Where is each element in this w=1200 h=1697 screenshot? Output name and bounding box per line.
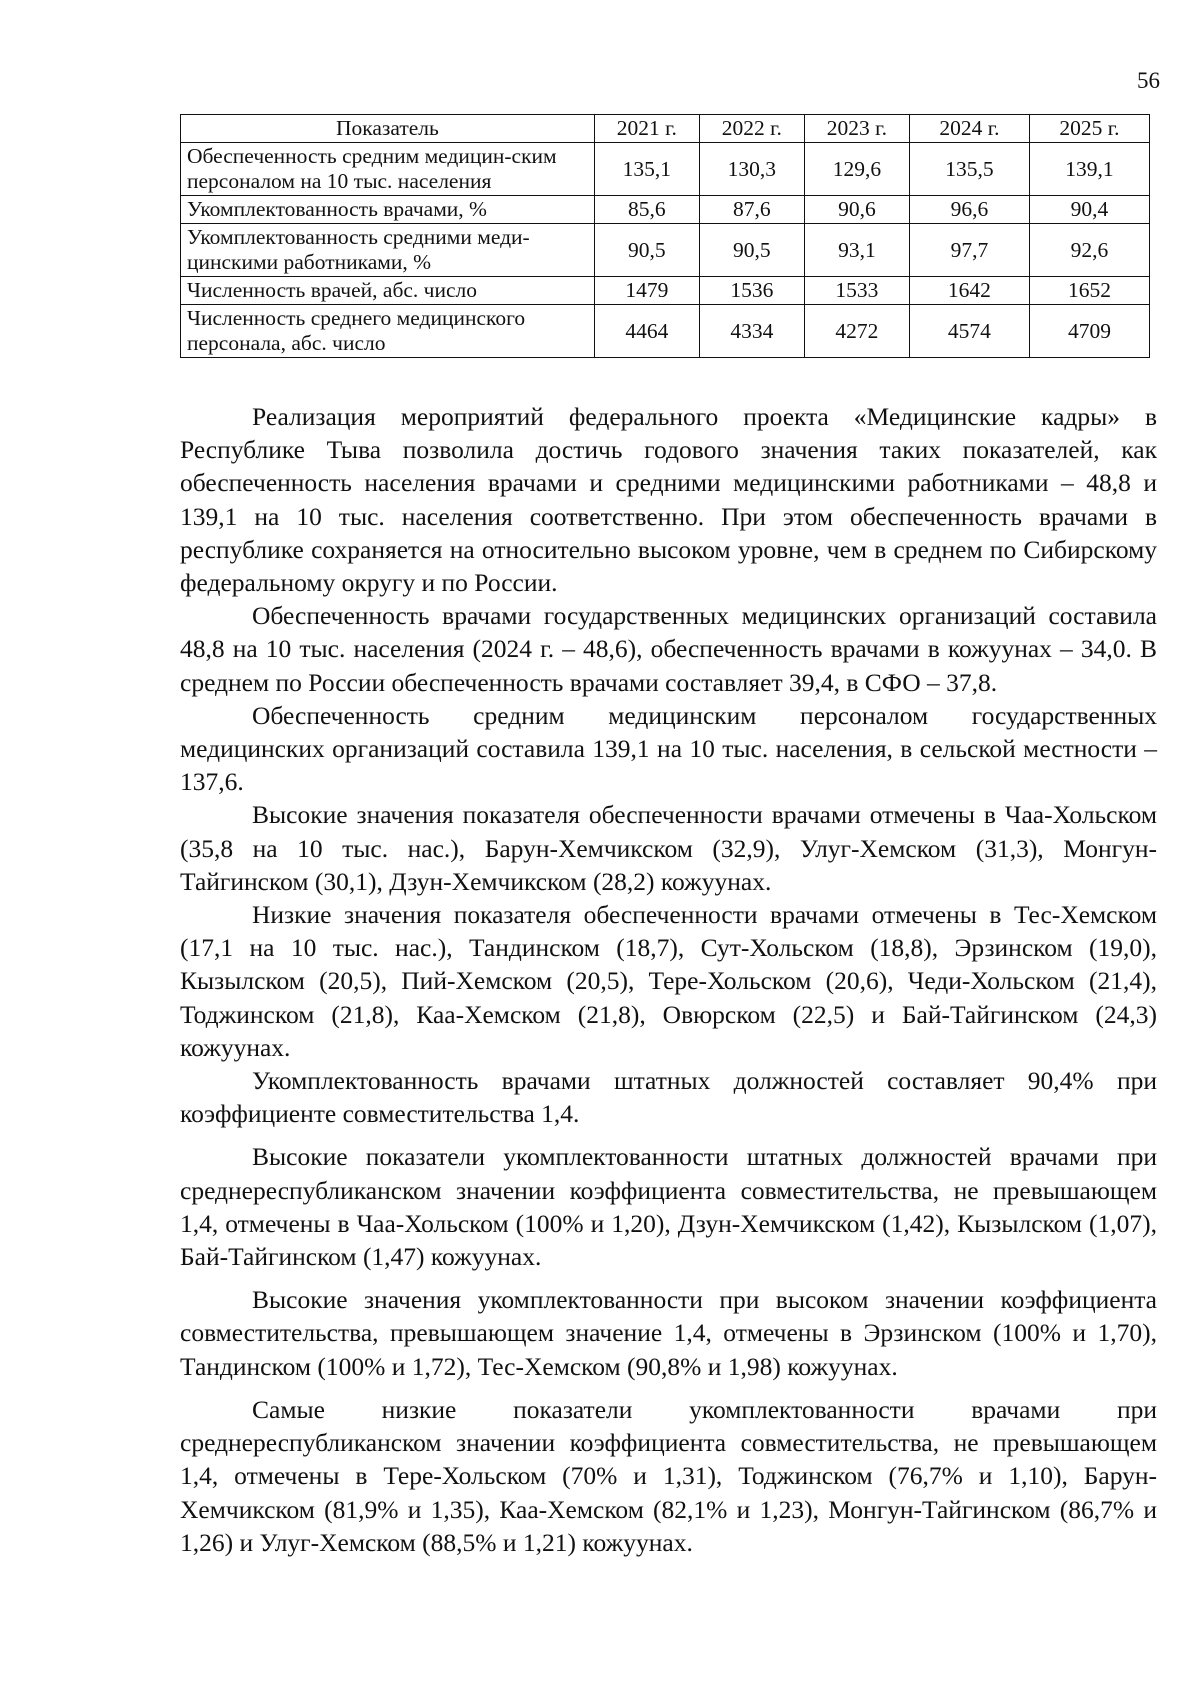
table-cell: 1642 [909, 277, 1029, 305]
paragraph: Обеспеченность врачами государственных медицинских организаций составила 48,8 на 10 тыс. населения (2024 г. – 48,6), обеспеченность врачами в кожуунах – 34,0. В среднем по России обеспеченность врачами составляет 39,4, в СФО – 37,8. [180, 601, 1157, 697]
paragraph: Обеспеченность средним медицинским персоналом государственных медицинских организаций составила 139,1 на 10 тыс. населения, в сельской местности – 137,6. [180, 700, 1157, 797]
paragraph: Высокие показатели укомплектованности штатных должностей врачами при среднереспубликанском значении коэффициента совместительства, не превышающем 1,4, отмечены в Чаа-Хольском (100% и 1,20), Дзун-Хемчикском (1,42), Кызылском (1,07), Бай-Тайгинском (1,47) кожуунах. [180, 1142, 1157, 1272]
table-cell: 90,5 [594, 224, 699, 277]
row-label: Численность среднего медицинского персонала, абс. число [181, 305, 595, 358]
table-cell: 90,4 [1029, 196, 1149, 224]
body-text [180, 400, 1157, 1559]
table-cell: 130,3 [699, 143, 804, 196]
table-header-row [181, 115, 1150, 143]
paragraph: Самые низкие показатели укомплектованности врачами при среднереспубликанском значении коэффициента совместительства, не превышающем 1,4, отмечены в Тере-Хольском (70% и 1,31), Тоджинском (76,7% и 1,10), Барун-Хемчикском (81,9% и 1,35), Каа-Хемском (82,1% и 1,23), Монгун-Тайгинском (86,7% и 1,26) и Улуг-Хемском (88,5% и 1,21) кожуунах. [180, 1394, 1157, 1557]
table-cell: 92,6 [1029, 224, 1149, 277]
row-label: Обеспеченность средним медицин-ским персоналом на 10 тыс. населения [181, 143, 595, 196]
row-label: Укомплектованность врачами, % [181, 196, 595, 224]
column-header-year: 2021 г. [594, 115, 699, 143]
table-row [181, 305, 1150, 358]
table-cell: 1479 [594, 277, 699, 305]
indicators-table [180, 114, 1150, 358]
row-label: Численность врачей, абс. число [181, 277, 595, 305]
column-header-year: 2022 г. [699, 115, 804, 143]
column-header-year: 2025 г. [1029, 115, 1149, 143]
table-cell: 90,5 [699, 224, 804, 277]
table-row [181, 143, 1150, 196]
table-cell: 1536 [699, 277, 804, 305]
paragraph: Низкие значения показателя обеспеченности врачами отмечены в Тес-Хемском (17,1 на 10 тыс. нас.), Тандинском (18,7), Сут-Хольском (18,8), Эрзинском (19,0), Кызылском (20,5), Пий-Хемском (20,5), Тере-Хольском (20,6), Чеди-Хольском (21,4), Тоджинском (21,8), Каа-Хемском (21,8), Овюрском (22,5) и Бай-Тайгинском (24,3) кожуунах. [180, 900, 1157, 1062]
table-cell: 135,5 [909, 143, 1029, 196]
table-row [181, 277, 1150, 305]
table-cell: 93,1 [804, 224, 909, 277]
table-cell: 1652 [1029, 277, 1149, 305]
paragraph: Реализация мероприятий федерального проекта «Медицинские кадры» в Республике Тыва позволила достичь годового значения таких показателей, как обеспеченность населения врачами и средними медицинскими работниками – 48,8 и 139,1 на 10 тыс. населения соответственно. При этом обеспеченность врачами в республике сохраняется на относительно высоком уровне, чем в среднем по Сибирскому федеральному округу и по России. [180, 402, 1157, 598]
table-cell: 4464 [594, 305, 699, 358]
table-cell: 129,6 [804, 143, 909, 196]
table-cell: 96,6 [909, 196, 1029, 224]
table-row [181, 224, 1150, 277]
table-cell: 4574 [909, 305, 1029, 358]
table-cell: 4709 [1029, 305, 1149, 358]
table-cell: 85,6 [594, 196, 699, 224]
table-cell: 1533 [804, 277, 909, 305]
paragraph: Высокие значения показателя обеспеченности врачами отмечены в Чаа-Хольском (35,8 на 10 тыс. нас.), Барун-Хемчикском (32,9), Улуг-Хемском (31,3), Монгун-Тайгинском (30,1), Дзун-Хемчикском (28,2) кожуунах. [180, 800, 1157, 896]
column-header-year: 2024 г. [909, 115, 1029, 143]
table-cell: 87,6 [699, 196, 804, 224]
table-row [181, 196, 1150, 224]
table-cell: 90,6 [804, 196, 909, 224]
table-cell: 4334 [699, 305, 804, 358]
row-label: Укомплектованность средними меди-цинскими работниками, % [181, 224, 595, 277]
column-header-indicator: Показатель [181, 115, 595, 143]
column-header-year: 2023 г. [804, 115, 909, 143]
table-cell: 135,1 [594, 143, 699, 196]
table-cell: 4272 [804, 305, 909, 358]
paragraph: Высокие значения укомплектованности при высоком значении коэффициента совместительства, превышающем значение 1,4, отмечены в Эрзинском (100% и 1,70), Тандинском (100% и 1,72), Тес-Хемском (90,8% и 1,98) кожуунах. [180, 1285, 1157, 1381]
table-cell: 97,7 [909, 224, 1029, 277]
page-number: 56 [1137, 68, 1160, 93]
table-cell: 139,1 [1029, 143, 1149, 196]
paragraph: Укомплектованность врачами штатных должностей составляет 90,4% при коэффициенте совместительства 1,4. [180, 1066, 1157, 1129]
